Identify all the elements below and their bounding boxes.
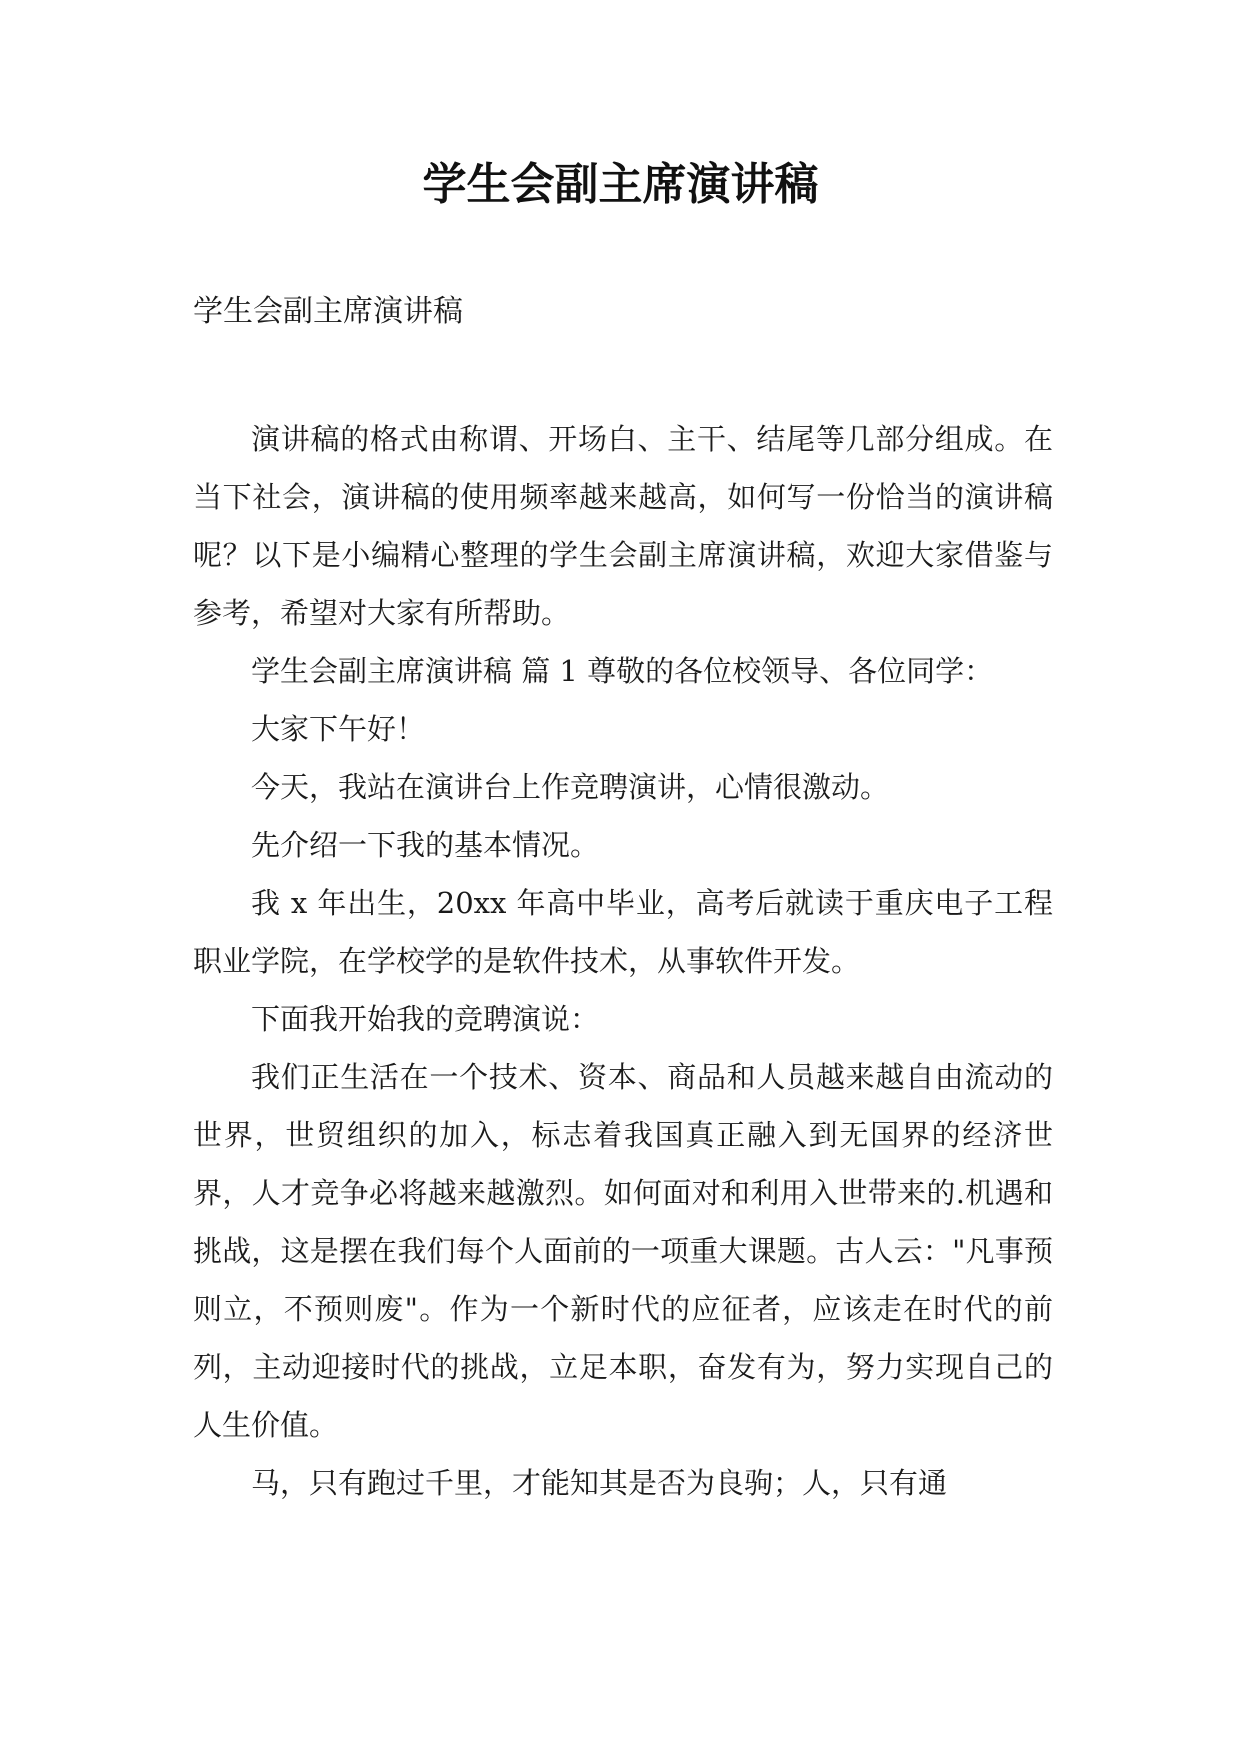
paragraph: 我们正生活在一个技术、资本、商品和人员越来越自由流动的世界，世贸组织的加入，标志着我国真正融入到无国界的经济世界，人才竞争必将越来越激烈。如何面对和利用入世带来的.机遇和挑战，这是摆在我们每个人面前的一项重大课题。古人云："凡事预则立，不预则废"。作为一个新时代的应征者，应该走在时代的前列，主动迎接时代的挑战，立足本职，奋发有为，努力实现自己的人生价值。	[193, 1060, 1053, 1442]
paragraph: 我 x 年出生，20xx 年高中毕业，高考后就读于重庆电子工程职业学院，在学校学的是软件技术，从事软件开发。	[193, 886, 1053, 978]
paragraph: 下面我开始我的竞聘演说：	[251, 1002, 600, 1036]
paragraph: 大家下午好！	[251, 712, 426, 746]
document-body	[193, 410, 1053, 1512]
paragraph: 学生会副主席演讲稿 篇 1 尊敬的各位校领导、各位同学：	[251, 654, 994, 688]
document-subtitle: 学生会副主席演讲稿	[193, 294, 463, 329]
paragraph: 演讲稿的格式由称谓、开场白、主干、结尾等几部分组成。在当下社会，演讲稿的使用频率越来越高，如何写一份恰当的演讲稿呢？以下是小编精心整理的学生会副主席演讲稿，欢迎大家借鉴与参考，希望对大家有所帮助。	[193, 422, 1053, 630]
paragraph: 今天，我站在演讲台上作竞聘演讲，心情很激动。	[251, 770, 890, 804]
paragraph: 先介绍一下我的基本情况。	[251, 828, 600, 862]
paragraph: 马，只有跑过千里，才能知其是否为良驹；人，只有通	[251, 1466, 948, 1500]
document-title: 学生会副主席演讲稿	[422, 159, 819, 210]
